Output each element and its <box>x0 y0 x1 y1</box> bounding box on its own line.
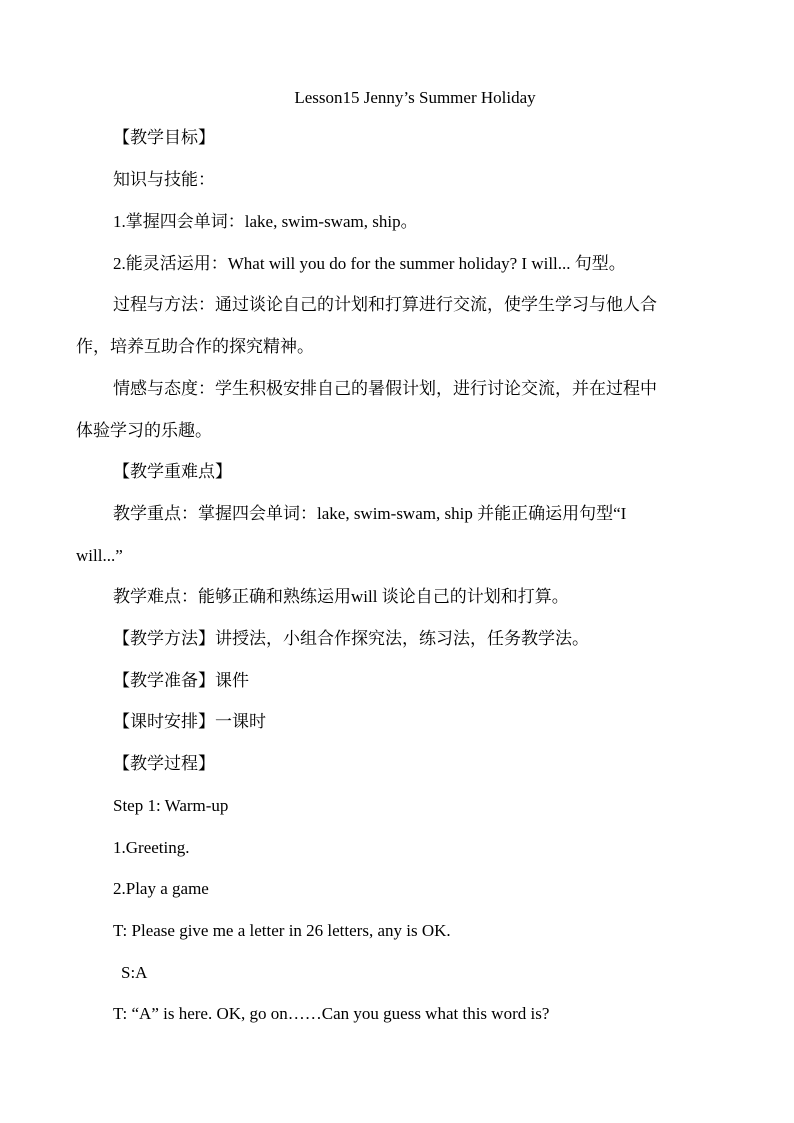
step-item-play-game: 2.Play a game <box>113 879 209 898</box>
paragraph-difficulty: 教学难点：能够正确和熟练运用will 谈论自己的计划和打算。 <box>113 587 569 606</box>
document-title: Lesson15 Jenny’s Summer Holiday <box>294 88 536 107</box>
paragraph-process-method-cont: 作，培养互助合作的探究精神。 <box>76 337 314 356</box>
section-teaching-preparation: 【教学准备】课件 <box>113 671 249 690</box>
section-heading-key-points: 【教学重难点】 <box>113 462 232 481</box>
dialogue-teacher-1: T: Please give me a letter in 26 letters, any is OK. <box>113 921 451 940</box>
section-heading-process: 【教学过程】 <box>113 754 215 773</box>
step-item-greeting: 1.Greeting. <box>113 838 190 857</box>
section-class-schedule: 【课时安排】一课时 <box>113 712 266 731</box>
section-teaching-methods: 【教学方法】讲授法，小组合作探究法，练习法，任务教学法。 <box>113 629 589 648</box>
paragraph-key-point-cont: will...” <box>76 546 123 565</box>
objective-item-1: 1.掌握四会单词：lake, swim-swam, ship。 <box>113 212 418 231</box>
dialogue-student-1: S:A <box>121 963 148 982</box>
section-heading-objectives: 【教学目标】 <box>113 128 215 147</box>
objective-item-2: 2.能灵活运用：What will you do for the summer holiday? I will... 句型。 <box>113 254 626 273</box>
paragraph-emotion-attitude: 情感与态度：学生积极安排自己的暑假计划，进行讨论交流，并在过程中 <box>113 379 657 398</box>
dialogue-teacher-2: T: “A” is here. OK, go on……Can you guess what this word is? <box>113 1004 550 1023</box>
paragraph-emotion-attitude-cont: 体验学习的乐趣。 <box>76 421 212 440</box>
paragraph-process-method: 过程与方法：通过谈论自己的计划和打算进行交流，使学生学习与他人合 <box>113 295 657 314</box>
step-1-heading: Step 1: Warm-up <box>113 796 229 815</box>
paragraph-key-point: 教学重点：掌握四会单词：lake, swim-swam, ship 并能正确运用句型“I <box>113 504 627 523</box>
subheading-knowledge-skills: 知识与技能： <box>113 170 215 189</box>
